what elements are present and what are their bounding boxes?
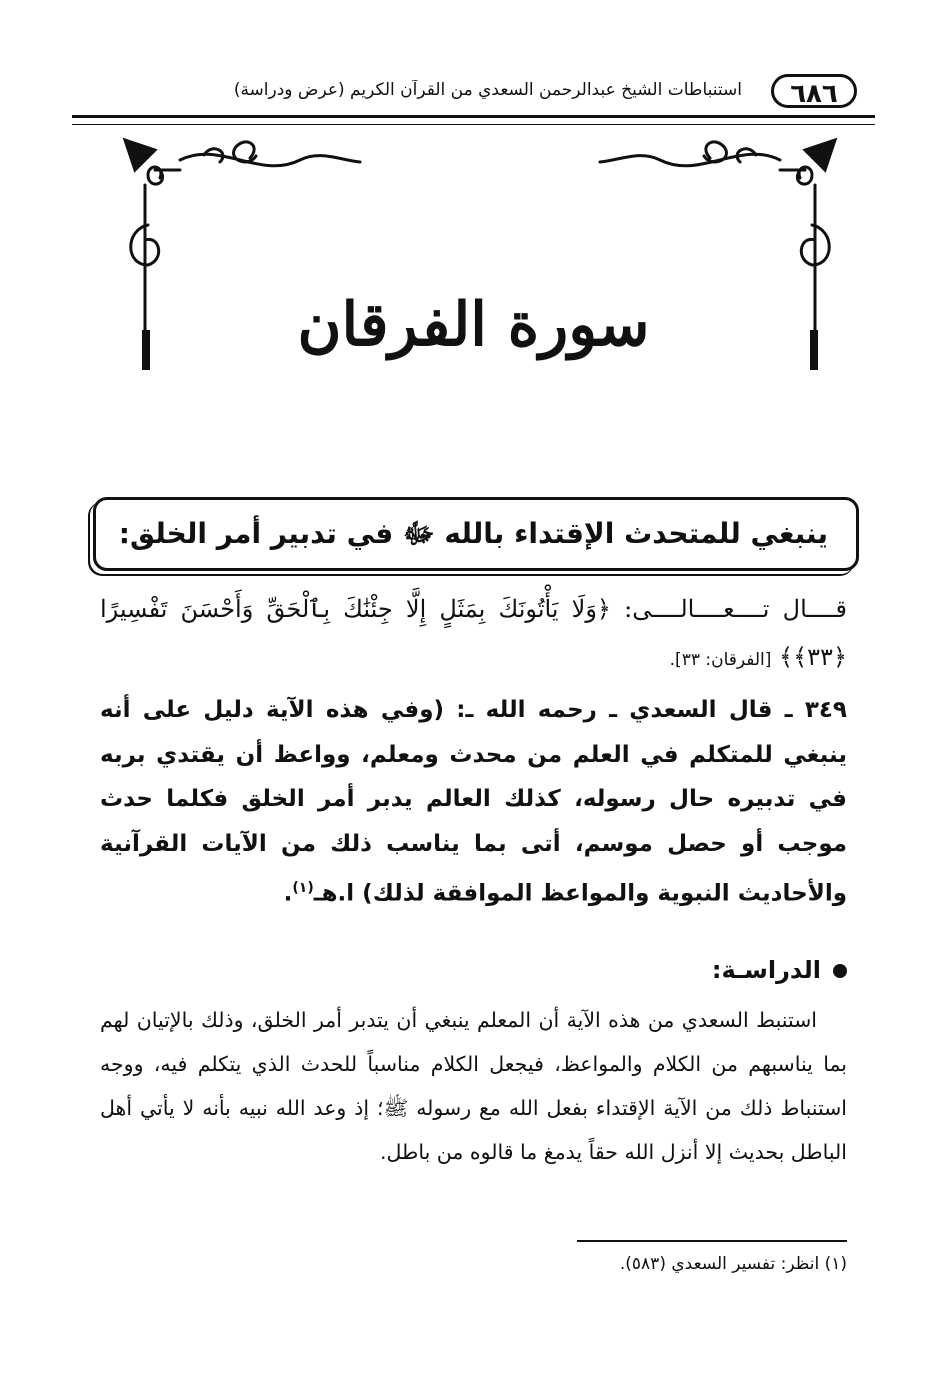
page-number: ٦٨٦ (771, 74, 857, 108)
quote-attribution: ٣٤٩ ـ قال السعدي ـ رحمه الله ـ: (456, 697, 847, 723)
verse-intro: قــــال تــــعــــالــــى: (624, 595, 847, 623)
footnote-rule (577, 1240, 847, 1242)
surah-title: سورة الفرقان (297, 290, 650, 360)
study-paragraph: استنبط السعدي من هذه الآية أن المعلم ينبغي أن يتدبر أمر الخلق، وذلك بالإتيان لهم بما يناسبهم من الكلام والمواعظ، فيجعل الكلام مناسباً للحدث الذي يتكلم فيه، ووجه استنباط ذلك من الآية الإقتداء بفعل الله مع رسوله ﷺ؛ إذ وعد الله نبيه بأنه لا يأتي أهل الباطل بحديث إلا أنزل الله حقاً يدمغ ما قالوه من باطل. (100, 1008, 847, 1164)
verse-text: ﴿وَلَا يَأْتُونَكَ بِمَثَلٍ إِلَّا جِئْنَٰكَ بِٱلْحَقِّ وَأَحْسَنَ تَفْسِيرًا ﴿٣٣﴾﴾ (100, 595, 847, 671)
verse-reference: [الفرقان: ٣٣]. (669, 650, 772, 670)
section-heading: ينبغي للمتحدث الإقتداء بالله ﷻ في تدبير أمر الخلق: (118, 517, 828, 550)
bullet-icon (833, 964, 847, 978)
running-title: استنباطات الشيخ عبدالرحمن السعدي من القرآن الكريم (عرض ودراسة) (233, 80, 742, 100)
footnote-text: انظر: تفسير السعدي (٥٨٣). (619, 1254, 820, 1274)
section-heading-box (93, 497, 859, 571)
quote-end: . (283, 880, 293, 907)
quran-verse (100, 585, 847, 684)
saadi-quote (100, 688, 847, 916)
footnote-number: (١) (824, 1254, 847, 1274)
quote-text: (وفي هذه الآية دليل على أنه ينبغي للمتكلم في العلم من محدث ومعلم، وواعظ أن يقتدي بربه في تدبيره حال رسوله، كذلك العالم يدبر أمر الخلق فكلما حدث موجب أو حصل موسم، أتى بما يناسب ذلك من الآيات القرآنية والأحاديث النبوية والمواعظ الموافقة لذلك) ا.هـ (100, 697, 847, 907)
footnote (620, 1250, 847, 1278)
footnote-marker: (١) (292, 880, 314, 896)
study-heading (712, 952, 847, 988)
study-heading-text: الدراسـة: (711, 956, 821, 984)
header-rule (72, 115, 875, 125)
